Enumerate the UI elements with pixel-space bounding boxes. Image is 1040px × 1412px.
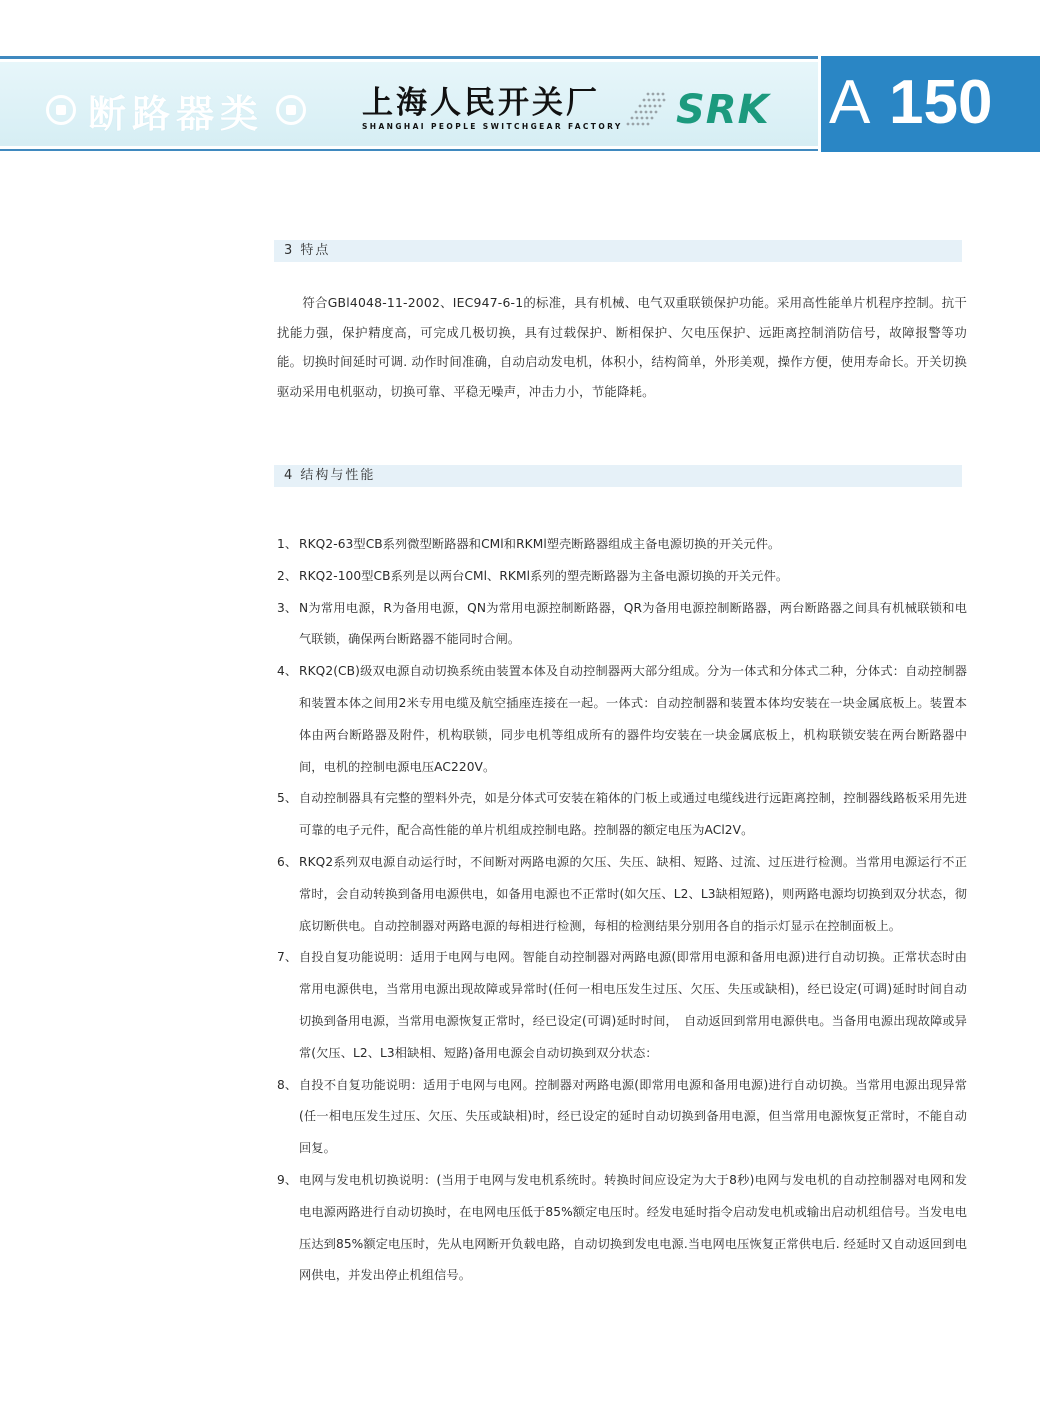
list-item: 9、 电网与发电机切换说明：(当用于电网与发电机系统时。转换时间应设定为大于8秒)电网与发电机的自动控制器对电网和发电电源两路进行自动切换时，在电网电压低于85%额定电压时。经发电延时指令启动发电机或输出启动机组信号。当发电电压达到85%额定电压时，先从电网断开负载电路，自动切换到发电电源.当电网电压恢复正常供电后. 经延时又自动返回到电网供电，并发出停止机组信号。 [277,1172,967,1283]
list-item: 3、 N为常用电源，R为备用电源，QN为常用电源控制断路器，QR为备用电源控制断路器，两台断路器之间具有机械联锁和电气联锁，确保两台断路器不能同时合闸。 [277,600,967,647]
structure-list [277,529,967,1292]
page-letter: A [829,68,871,137]
list-item: 4、 RKQ2(CB)级双电源自动切换系统由装置本体及自动控制器两大部分组成。分为一体式和分体式二种，分体式：自动控制器和装置本体之间用2米专用电缆及航空插座连接在一起。一体式：自动控制器和装置本体均安装在一块金属底板上。装置本体由两台断路器及附件，机构联锁，同步电机等组成所有的器件均安装在一块金属底板上，机构联锁安装在两台断路器中间，电机的控制电源电压AC220V。 [277,664,967,774]
list-item: 6、 RKQ2系列双电源自动运行时，不间断对两路电源的欠压、失压、缺相、短路、过流、过压进行检测。当常用电源运行不正常时，会自动转换到备用电源供电，如备用电源也不正常时(如欠压、L2、L3缺相短路)，则两路电源均切换到双分状态，彻底切断供电。自动控制器对两路电源的每相进行检测，每相的检测结果分别用各自的指示灯显示在控制面板上。 [277,854,967,933]
page-header [0,56,1040,152]
section-heading-structure: 4 结构与性能 [274,465,962,487]
header-top-rule [0,56,818,59]
page-number-box [818,56,1040,152]
header-band [0,62,818,146]
section-heading-features: 3 特点 [274,240,962,262]
category-label [46,84,306,136]
company-name-cn: 上海人民开关厂 [362,85,600,121]
category-title: 断路器类 [88,91,265,136]
page-number: 150 [889,68,993,137]
list-item: 7、 自投自复功能说明：适用于电网与电网。智能自动控制器对两路电源(即常用电源和备用电源)进行自动切换。正常状态时由常用电源供电，当常用电源出现故障或异常时(任何一相电压发生过压、欠压、失压或缺相)，经已设定(可调)延时时间自动切换到备用电源，当常用电源恢复正常时，经已设定(可调)延时时间， 自动返回到常用电源供电。当备用电源出现故障或异常(欠压、L2、L3相缺相、短路)备用电源会自动切换到双分状态： [277,950,967,1060]
list-item: 2、 RKQ2-100型CB系列是以两台CMl、RKMl系列的塑壳断路器为主备电源切换的开关元件。 [277,568,789,583]
header-bottom-rule [0,149,818,151]
list-item: 8、 自投不自复功能说明：适用于电网与电网。控制器对两路电源(即常用电源和备用电源)进行自动切换。当常用电源出现异常(任一相电压发生过压、欠压、失压或缺相)时，经已设定的延时自动切换到备用电源，但当常用电源恢复正常时，不能自动回复。 [277,1077,967,1156]
section-paragraph-features: 符合GBl4048-11-2002、IEC947-6-1的标准，具有机械、电气双重联锁保护功能。采用高性能单片机程序控制。抗干扰能力强，保护精度高，可完成几极切换，具有过载保护、断相保护、欠电压保护、远距离控制消防信号，故障报警等功能。切换时间延时可调. 动作时间准确，自动启动发电机，体积小，结构简单，外形美观，操作方便，使用寿命长。开关切换驱动采用电机驱动，切换可靠、平稳无噪声，冲击力小，节能降耗。 [277,295,967,399]
company-logo [362,85,623,131]
company-name-en: SHANGHAI PEOPLE SWITCHGEAR FACTORY [362,122,623,131]
dot-grid-logo-icon [626,90,666,130]
list-item: 1、 RKQ2-63型CB系列微型断路器和CMl和RKMl塑壳断路器组成主备电源切换的开关元件。 [277,537,781,551]
list-item: 5、 自动控制器具有完整的塑料外壳，如是分体式可安装在箱体的门板上或通过电缆线进行远距离控制，控制器线路板采用先进可靠的电子元件，配合高性能的单片机组成控制电路。控制器的额定电压为ACl2V。 [277,791,967,838]
brand-logo: SRK [676,87,770,133]
target-icon [46,95,76,125]
target-icon [276,95,306,125]
